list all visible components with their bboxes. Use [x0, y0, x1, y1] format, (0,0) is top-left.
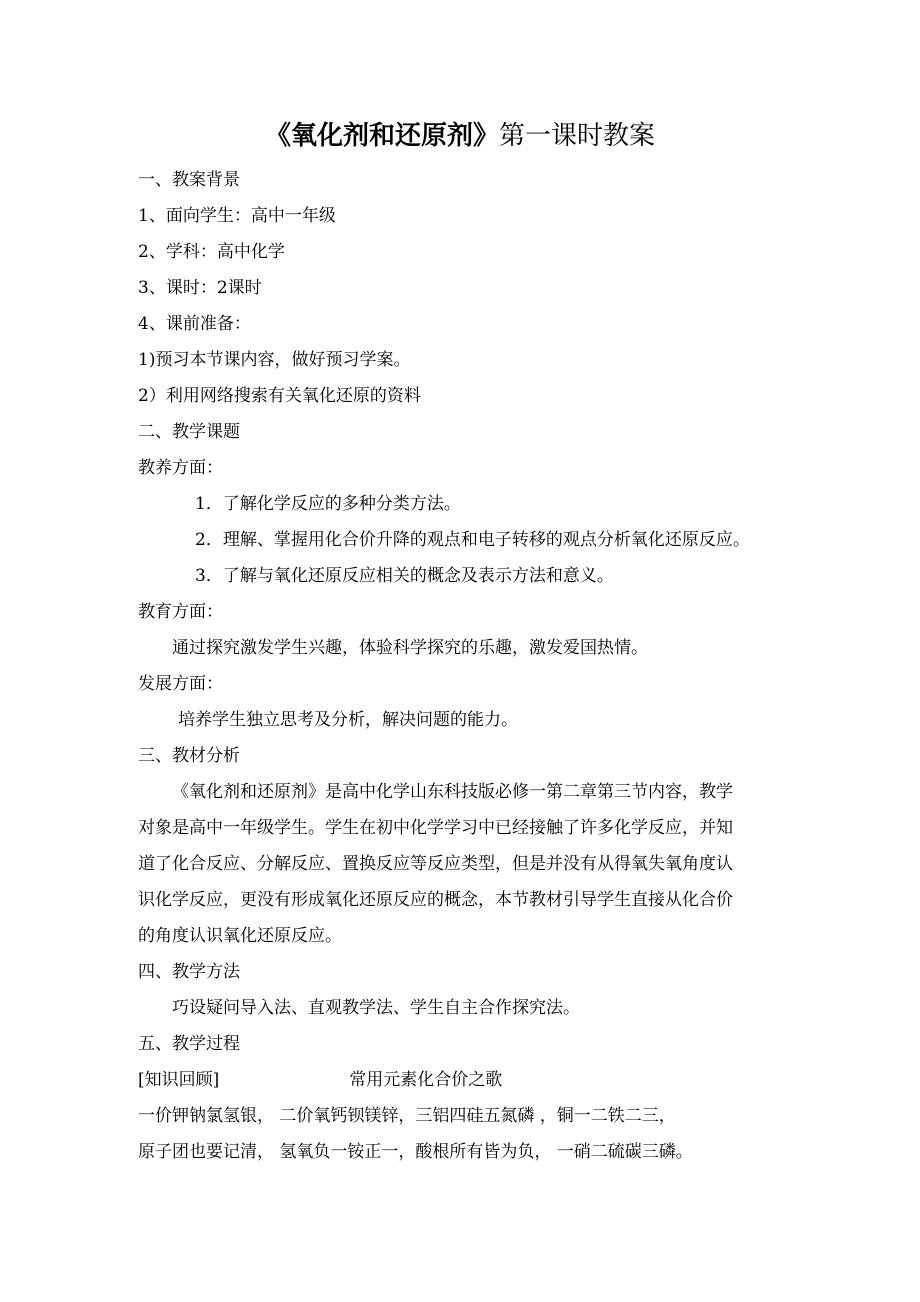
- education-text: 通过探究激发学生兴趣，体验科学探究的乐趣，激发爱国热情。: [172, 638, 648, 658]
- info-periods: 3、课时：2课时: [138, 278, 262, 298]
- song-line-1: 一价钾钠氯氢银， 二价氧钙钡镁锌，三铝四硅五氮磷 ，铜一二铁二三，: [138, 1106, 676, 1126]
- page-title: [0, 118, 920, 154]
- objective-item-2: 2．理解、掌握用化合价升降的观点和电子转移的观点分析氧化还原反应。: [195, 530, 750, 550]
- review-label: [知识回顾]: [138, 1070, 220, 1090]
- analysis-paragraph-line-4: 识化学反应，更没有形成氧化还原反应的概念，本节教材引导学生直接从化合价: [138, 890, 733, 910]
- analysis-paragraph-line-5: 的角度认识氧化还原反应。: [138, 926, 342, 946]
- prep-item-1: 1)预习本节课内容，做好预习学案。: [138, 350, 411, 370]
- section-heading-background: 一、教案背景: [138, 170, 240, 190]
- info-preparation: 4、课前准备：: [138, 314, 251, 334]
- subheading-development: 发展方面：: [138, 674, 223, 694]
- analysis-paragraph-line-3: 道了化合反应、分解反应、置换反应等反应类型，但是并没有从得氧失氧角度认: [138, 854, 733, 874]
- title-bold-part: 《氧化剂和还原剂》: [264, 121, 499, 151]
- objective-item-3: 3．了解与氧化还原反应相关的概念及表示方法和意义。: [195, 566, 614, 586]
- song-title: 常用元素化合价之歌: [349, 1070, 503, 1090]
- subheading-knowledge: 教养方面：: [138, 458, 223, 478]
- info-students: 1、面向学生：高中一年级: [138, 206, 336, 226]
- title-rest: 第一课时教案: [499, 121, 656, 151]
- subheading-education: 教育方面：: [138, 602, 223, 622]
- song-line-2: 原子团也要记清， 氢氧负一铵正一，酸根所有皆为负， 一硝二硫碳三磷。: [138, 1142, 693, 1162]
- development-text: 培养学生独立思考及分析，解决问题的能力。: [178, 710, 518, 730]
- section-heading-analysis: 三、教材分析: [138, 746, 240, 766]
- prep-item-2: 2）利用网络搜索有关氧化还原的资料: [138, 386, 421, 406]
- info-subject: 2、学科：高中化学: [138, 242, 285, 262]
- analysis-paragraph-line-1: 《氧化剂和还原剂》是高中化学山东科技版必修一第二章第三节内容，教学: [172, 782, 733, 802]
- analysis-paragraph-line-2: 对象是高中一年级学生。学生在初中化学学习中已经接触了许多化学反应，并知: [138, 818, 733, 838]
- section-heading-methods: 四、教学方法: [138, 962, 240, 982]
- methods-text: 巧设疑问导入法、直观教学法、学生自主合作探究法。: [172, 998, 580, 1018]
- section-heading-topic: 二、教学课题: [138, 422, 240, 442]
- objective-item-1: 1．了解化学反应的多种分类方法。: [195, 494, 461, 514]
- review-line: [138, 1068, 502, 1092]
- section-heading-process: 五、教学过程: [138, 1034, 240, 1054]
